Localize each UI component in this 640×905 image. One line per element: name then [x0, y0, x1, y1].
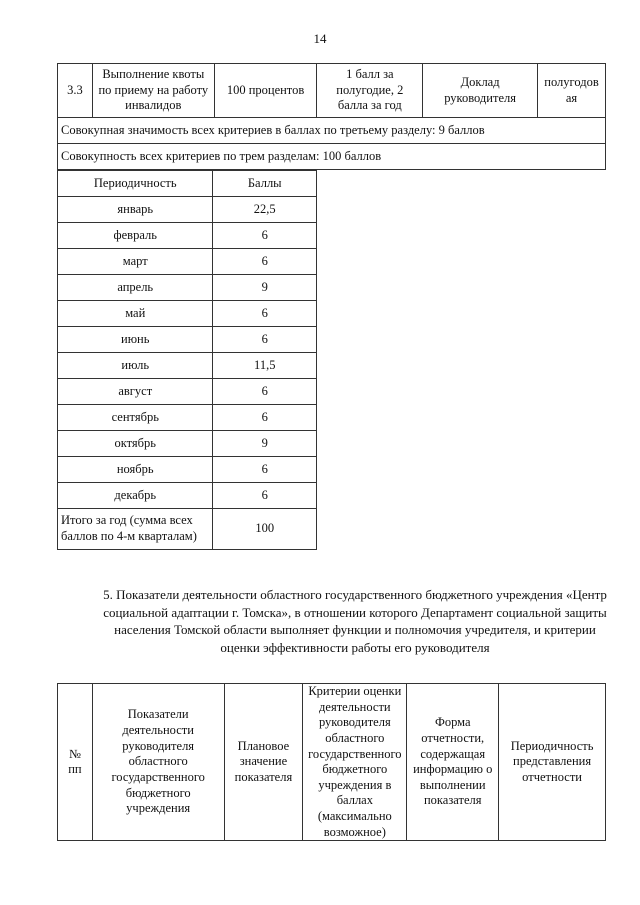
points-cell: 6: [213, 405, 317, 431]
periodicity-cell: полугодов ая: [538, 64, 606, 118]
all-sections-summary: Совокупность всех критериев по трем разделам: 100 баллов: [58, 144, 606, 170]
month-cell: март: [58, 249, 213, 275]
indicators-table-header: [57, 683, 606, 841]
month-cell: ноябрь: [58, 457, 213, 483]
criteria-table-section3: [57, 63, 606, 170]
table-row: [58, 457, 317, 483]
points-cell: 6: [213, 483, 317, 509]
table-row: [58, 353, 317, 379]
period-header: Периодичность: [58, 171, 213, 197]
table-row: [58, 249, 317, 275]
table-row: [58, 405, 317, 431]
table-row: [58, 483, 317, 509]
month-cell: апрель: [58, 275, 213, 301]
indicators-header: Показатели деятельности руководителя областного государственного бюджетного учреждения: [92, 684, 224, 841]
table-row: [58, 275, 317, 301]
total-label: Итого за год (сумма всех баллов по 4-м кварталам): [58, 509, 213, 550]
points-header: Баллы: [213, 171, 317, 197]
table-row: [58, 509, 317, 550]
table-row: [58, 64, 606, 118]
points-cell: 11,5: [213, 353, 317, 379]
month-cell: сентябрь: [58, 405, 213, 431]
section3-summary: Совокупная значимость всех критериев в баллах по третьему разделу: 9 баллов: [58, 118, 606, 144]
criteria-header: Критерии оценки деятельности руководителя областного государственного бюджетного учреждения в баллах (максимально возможное): [303, 684, 407, 841]
table-row: [58, 301, 317, 327]
month-cell: январь: [58, 197, 213, 223]
criteria-cell: 1 балл за полугодие, 2 балла за год: [317, 64, 423, 118]
table-row: [58, 144, 606, 170]
table-row: [58, 118, 606, 144]
periodicity-scores-table: [57, 170, 317, 550]
month-cell: февраль: [58, 223, 213, 249]
points-cell: 22,5: [213, 197, 317, 223]
report-form-header: Форма отчетности, содержащая информацию о выполнении показателя: [407, 684, 499, 841]
month-cell: декабрь: [58, 483, 213, 509]
periodicity-header: Периодичность представления отчетности: [499, 684, 606, 841]
table-row: [58, 431, 317, 457]
points-cell: 6: [213, 249, 317, 275]
number-header: № пп: [58, 684, 93, 841]
table-header-row: [58, 684, 606, 841]
table-row: [58, 197, 317, 223]
planned-value-cell: 100 процентов: [214, 64, 317, 118]
month-cell: июль: [58, 353, 213, 379]
table-header-row: [58, 171, 317, 197]
row-number: 3.3: [58, 64, 93, 118]
points-cell: 9: [213, 275, 317, 301]
month-cell: май: [58, 301, 213, 327]
month-cell: август: [58, 379, 213, 405]
points-cell: 6: [213, 379, 317, 405]
section-5-title: 5. Показатели деятельности областного государственного бюджетного учреждения «Центр социальной адаптации г. Томска», в отношении которого Департамент социальной защиты населения Томской области выполняет функции и полномочия учредителя, и критерии оценки эффективности работы его руководителя: [103, 587, 607, 655]
points-cell: 6: [213, 301, 317, 327]
points-cell: 6: [213, 327, 317, 353]
indicator-cell: Выполнение квоты по приему на работу инвалидов: [92, 64, 214, 118]
total-value: 100: [213, 509, 317, 550]
points-cell: 6: [213, 457, 317, 483]
points-cell: 6: [213, 223, 317, 249]
points-cell: 9: [213, 431, 317, 457]
month-cell: июнь: [58, 327, 213, 353]
table-row: [58, 327, 317, 353]
report-form-cell: Доклад руководителя: [423, 64, 538, 118]
month-cell: октябрь: [58, 431, 213, 457]
table-row: [58, 223, 317, 249]
table-row: [58, 379, 317, 405]
planned-value-header: Плановое значение показателя: [224, 684, 303, 841]
page-number: 14: [313, 31, 327, 46]
